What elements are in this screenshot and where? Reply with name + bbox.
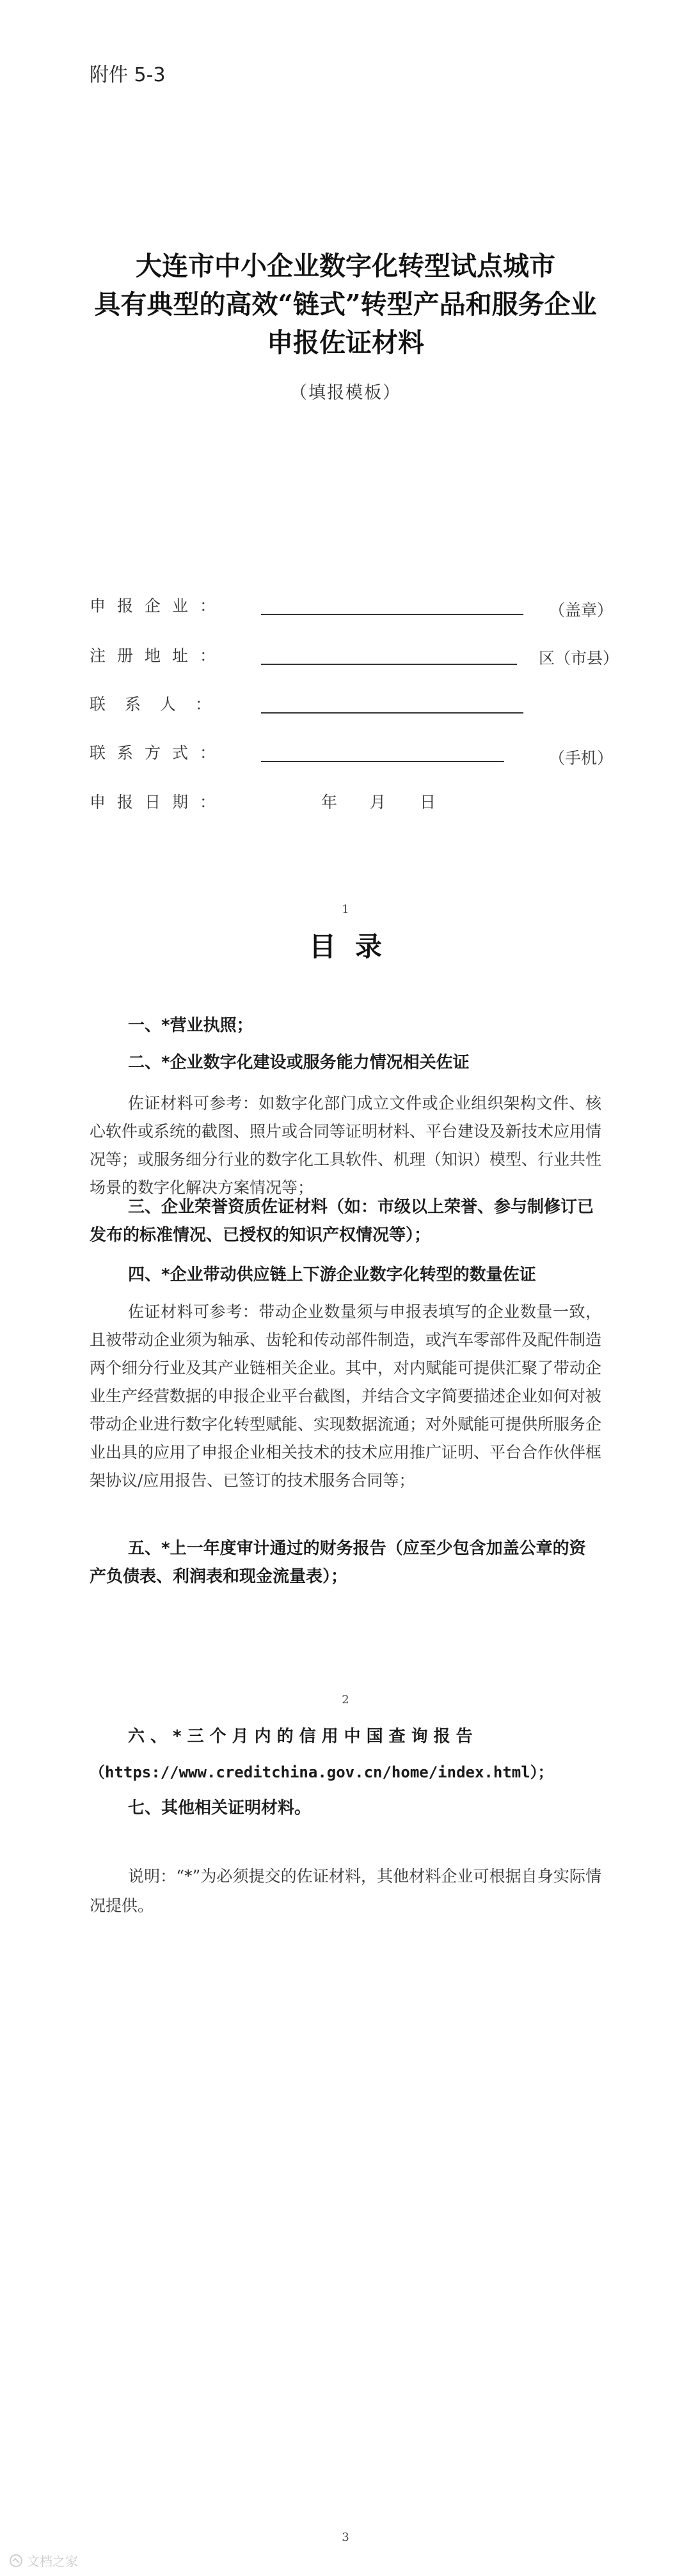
title-line-2: 具有典型的高效“链式”转型产品和服务企业: [94, 289, 597, 320]
watermark-text: 文档之家: [27, 2554, 78, 2569]
toc-item-2-note: 佐证材料可参考：如数字化部门成立文件或企业组织架构文件、核心软件或系统的截图、照片或合同等证明材料、平台建设及新技术应用情况等；或服务细分行业的数字化工具软件、机理（知识）模型、行业共性场景的数字化解决方案情况等；: [90, 1094, 602, 1197]
phone-field[interactable]: [261, 761, 504, 762]
title-line-1: 大连市中小企业数字化转型试点城市: [136, 251, 555, 281]
toc-item-7: 七、其他相关证明材料。: [128, 1799, 312, 1818]
date-day: 日: [420, 793, 436, 811]
page-number-1: 1: [342, 903, 349, 916]
site-watermark: [9, 2551, 78, 2570]
attachment-number: 附件 5-3: [90, 64, 166, 86]
page-number-2: 2: [342, 1693, 349, 1706]
date-month: 月: [370, 793, 386, 811]
date-label: 申报日期：: [90, 793, 228, 811]
template-subtitle: （填报模板）: [290, 383, 401, 403]
watermark-logo-icon: [9, 2554, 23, 2568]
toc-item-3: 三、企业荣誉资质佐证材料（如：市级以上荣誉、参与制修订已发布的标准情况、已授权的知识产权情况等）；: [90, 1198, 594, 1245]
phone-label: 联系方式：: [90, 744, 228, 762]
creditchina-url[interactable]: （https://www.creditchina.gov.cn/home/index.html）；: [90, 1763, 553, 1781]
toc-item-2: 二、*企业数字化建设或服务能力情况相关佐证: [128, 1053, 470, 1072]
toc-item-4: 四、*企业带动供应链上下游企业数字化转型的数量佐证: [128, 1265, 536, 1284]
title-line-3: 申报佐证材料: [267, 327, 424, 358]
toc-item-4-note: 佐证材料可参考：带动企业数量须与申报表填写的企业数量一致，且被带动企业须为轴承、齿轮和传动部件制造，或汽车零部件及配件制造两个细分行业及其产业链相关企业。其中，对内赋能可提供汇聚了带动企业生产经营数据的申报企业平台截图，并结合文字简要描述企业如何对被带动企业进行数字化转型赋能、实现数据流通；对外赋能可提供所服务企业出具的应用了申报企业相关技术的技术应用推广证明、平台合作伙伴框架协议/应用报告、已签订的技术服务合同等；: [90, 1302, 602, 1490]
page-number-3: 3: [342, 2531, 349, 2544]
toc-title: 目录: [308, 931, 401, 962]
toc-item-6: 六、*三个月内的信用中国查询报告: [128, 1727, 479, 1746]
seal-suffix: （盖章）: [549, 601, 614, 620]
applicant-label: 申报企业：: [90, 597, 228, 615]
toc-item-5: 五、*上一年度审计通过的财务报告（应至少包含加盖公章的资产负债表、利润表和现金流量表）；: [90, 1539, 586, 1586]
mobile-suffix: （手机）: [549, 749, 614, 767]
toc-item-1: 一、*营业执照；: [128, 1016, 253, 1035]
explanation-note: 说明：“*”为必须提交的佐证材料，其他材料企业可根据自身实际情况提供。: [90, 1867, 601, 1915]
date-year: 年: [321, 793, 338, 811]
address-label: 注册地址：: [90, 646, 228, 665]
applicant-field[interactable]: [261, 614, 523, 615]
district-suffix: 区（市县）: [539, 649, 619, 667]
address-field[interactable]: [261, 664, 517, 665]
contact-label: 联系人：: [90, 695, 231, 714]
contact-field[interactable]: [261, 712, 523, 714]
